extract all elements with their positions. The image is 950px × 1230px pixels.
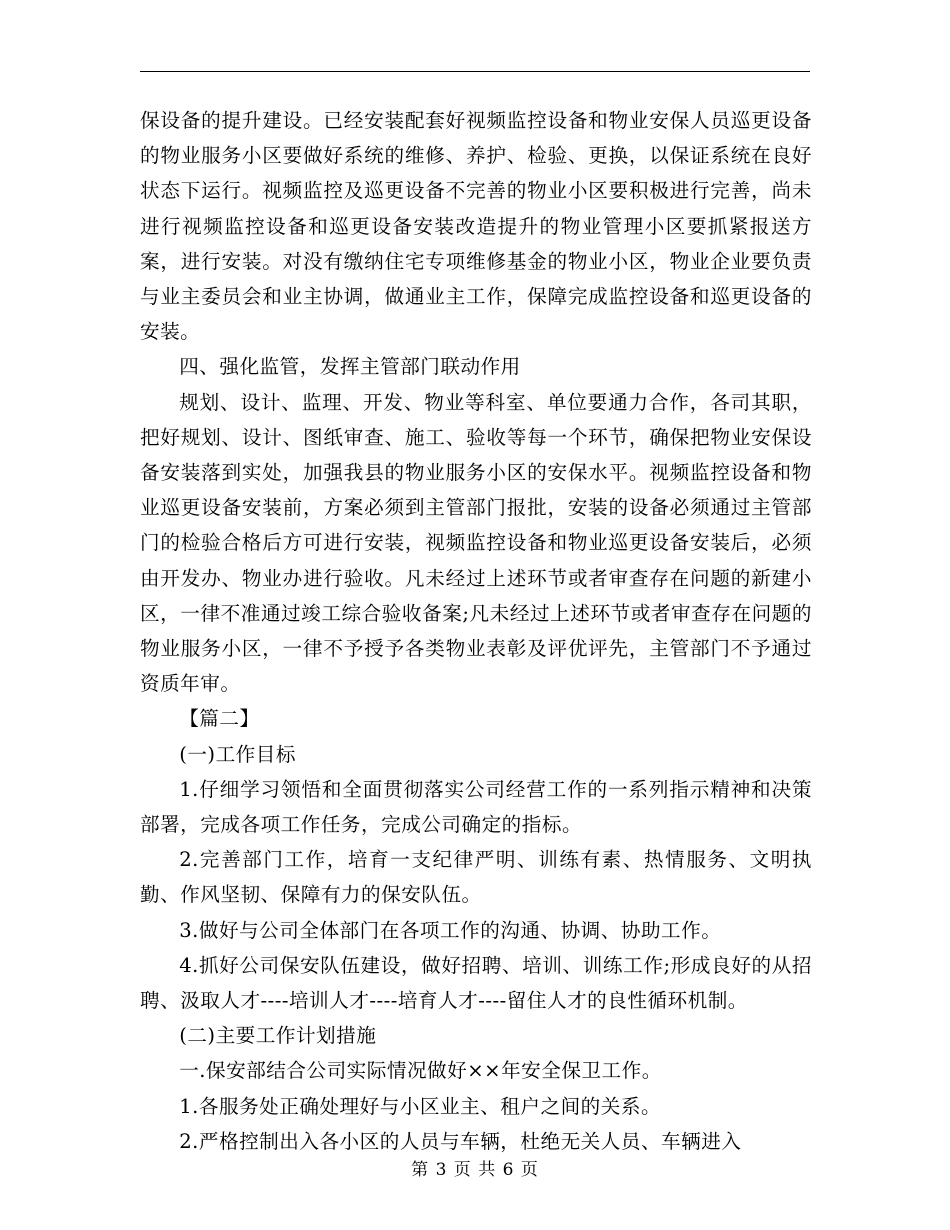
list-item: 2.完善部门工作，培育一支纪律严明、训练有素、热情服务、文明执勤、作风坚韧、保障有力的保安队伍。: [140, 848, 812, 907]
paragraph: 规划、设计、监理、开发、物业等科室、单位要通力合作，各司其职，把好规划、设计、图纸审查、施工、验收等每一个环节，确保把物业安保设备安装落到实处，加强我县的物业服务小区的安保水平。视频监控设备和物业巡更设备安装前，方案必须到主管部门报批，安装的设备必须通过主管部门的检验合格后方可进行安装，视频监控设备和物业巡更设备安装后，必须由开发办、物业办进行验收。凡未经过上述环节或者审查存在问题的新建小区，一律不准通过竣工综合验收备案;凡未经过上述环节或者审查存在问题的物业服务小区，一律不予授予各类物业表彰及评优评先，主管部门不予通过资质年审。: [140, 390, 812, 696]
section-heading: (二)主要工作计划措施: [179, 1024, 377, 1048]
page-number: 第 3 页 共 6 页: [411, 1160, 539, 1180]
list-item: 4.抓好公司保安队伍建设，做好招聘、培训、训练工作;形成良好的从招聘、汲取人才----培训人才----培育人才----留住人才的良性循环机制。: [140, 953, 812, 1013]
list-item: 2.严格控制出入各小区的人员与车辆，杜绝无关人员、车辆进入: [179, 1129, 742, 1153]
part-heading: 【篇二】: [179, 707, 260, 731]
list-item: 1.各服务处正确处理好与小区业主、租户之间的关系。: [179, 1094, 662, 1118]
section-heading: 四、强化监管，发挥主管部门联动作用: [179, 355, 521, 379]
paragraph: 保设备的提升建设。已经安装配套好视频监控设备和物业安保人员巡更设备的物业服务小区要做好系统的维修、养护、检验、更换，以保证系统在良好状态下运行。视频监控及巡更设备不完善的物业小区要积极进行完善，尚未进行视频监控设备和巡更设备安装改造提升的物业管理小区要抓紧报送方案，进行安装。对没有缴纳住宅专项维修基金的物业小区，物业企业要负责与业主委员会和业主协调，做通业主工作，保障完成监控设备和巡更设备的安装。: [140, 109, 812, 344]
section-heading: (一)工作目标: [179, 742, 296, 766]
document-body: [140, 103, 812, 1159]
subsection-heading: 一.保安部结合公司实际情况做好××年安全保卫工作。: [179, 1059, 662, 1083]
list-item: 1.仔细学习领悟和全面贯彻落实公司经营工作的一系列指示精神和决策部署，完成各项工作任务，完成公司确定的指标。: [140, 777, 812, 837]
header-rule: [140, 71, 810, 72]
list-item: 3.做好与公司全体部门在各项工作的沟通、协调、协助工作。: [179, 918, 722, 942]
